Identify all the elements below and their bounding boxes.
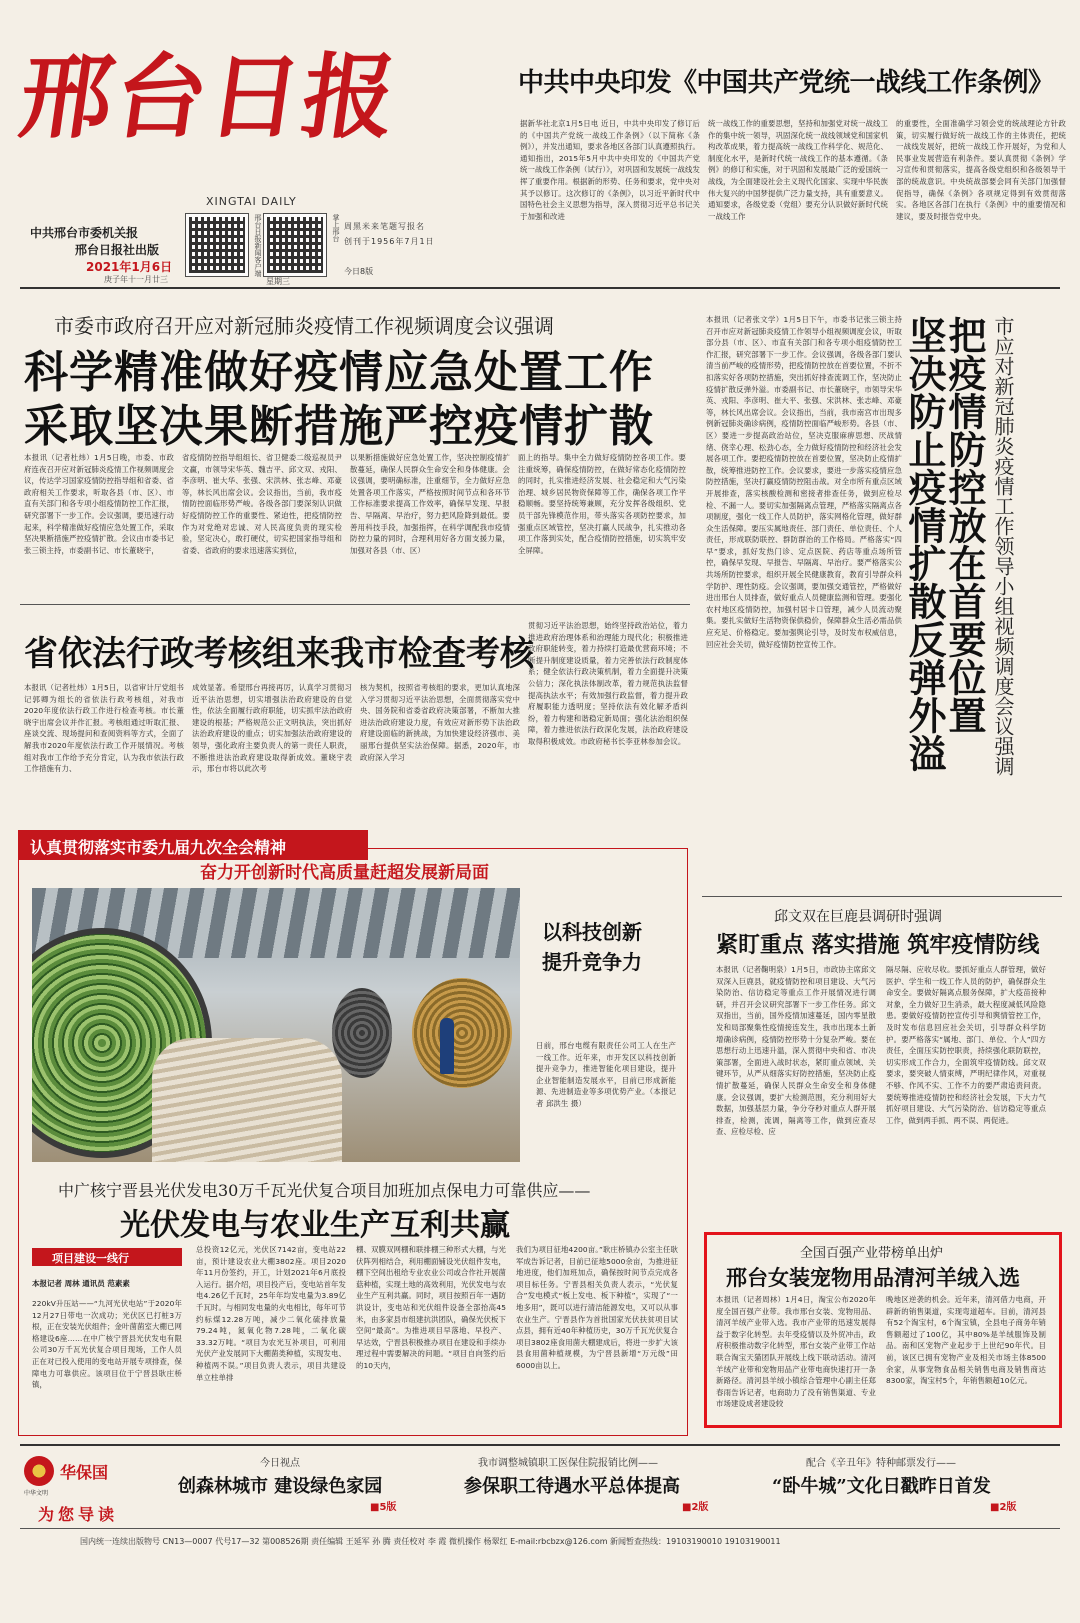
solar-bylines: 本报记者 周林 通讯员 范素素 xyxy=(32,1279,130,1288)
publisher: 中共邢台市委机关报 xyxy=(30,226,139,240)
exam-col-2: 成效显著。希望邢台再接再厉，认真学习贯彻习近平法治思想，切实增强法治政府建设的自觉性，依法全面履行政府职能，切实抓牢法治政府建设的根基；严格规范公正文明执法，突出抓好法治政府建设的重点；切实加强法治政府建设的领导，强化政府主要负责人的第一责任人职责，不断推进法治政府建设取得新成效。董晓宇表示，邢台市将以此次考 xyxy=(192,683,352,774)
cable-spool-4 xyxy=(412,978,512,1088)
footer-col1-label: 今日视点 xyxy=(260,1458,300,1469)
photo-caption: 日前，邢台电缆有限责任公司工人在生产一线工作。近年来，市开发区以科技创新提升竞争力，推进智能化项目建设，提升企业智能制造发展水平，目前已形成新能源、先进制造业等多项优势产业。（本报记者 邱洪生 摄） xyxy=(536,1041,676,1108)
footer-col3-label: 配合《辛丑年》特种邮票发行—— xyxy=(806,1458,956,1469)
footer-col3-page[interactable]: ■2版 xyxy=(990,1502,1017,1513)
qiuwen-headline[interactable]: 紧盯重点 落实措施 筑牢疫情防线 xyxy=(716,932,1040,958)
imprint-line: 国内统一连续出版物号 CN13—0007 代号17—32 第008526期 责任编辑 王延军 孙 腾 责任校对 李 霞 微机操作 杨翠红 E-mail:rbcbzx@126.com 新闻暂查热线：19103190010 19103190011 xyxy=(80,1537,781,1546)
covid-divider xyxy=(20,604,690,605)
exam-col-3: 核为契机，按照省考核组的要求，更加认真地深入学习贯彻习近平法治思想，全面贯彻落实党中央、国务院和省委省政府决策部署，不断加大推进法治政府建设力度，有效应对新形势下法治政府建设面临的新挑战，为加快建设经济强市、美丽邢台提供坚实法治保障。据悉，2020年，市政府深入学习 xyxy=(360,683,520,762)
boxed-kicker: 全国百强产业带榜单出炉 xyxy=(800,1246,944,1261)
tech-title-1[interactable]: 以科技创新 xyxy=(542,920,642,944)
weekday: 星期三 xyxy=(266,277,290,286)
exam-col-4: 贯彻习近平法治思想，始终坚持政治站位，着力推进政府治理体系和治理能力现代化；积极推进政府职能转变，着力持续打造最优营商环境；不断提升制度建设质量，着力完善依法行政制度体系；健全依法行政决策机制，着力全面提升决策公信力；深化执法体制改革，着力规范执法监督提高执法水平；有效加强行政监督，着力提升政府履职能力透明度；坚持依法有效化解矛盾纠纷，着力构建和谐稳定新局面；强化法治组织保障，着力推进依法行政深化发展，法治政府建设取得积极成效。市政府秘书长李亚林参加会议。 xyxy=(528,621,688,746)
page-count: 今日8版 xyxy=(344,267,374,276)
cable-spool-2 xyxy=(152,1038,342,1162)
masthead xyxy=(0,0,1080,286)
masthead-title: 邢台日报 xyxy=(13,43,405,151)
side-kicker: 市应对新冠肺炎疫情工作领导小组视频调度会议强调 xyxy=(991,316,1015,776)
special-subbanner: 奋力开创新时代高质量赶超发展新局面 xyxy=(200,863,489,883)
lunar-date: 庚子年十一月廿三 xyxy=(104,275,168,284)
issue-date: 2021年1月6日 xyxy=(86,260,173,274)
lead-col-2: 统一战线工作的重要思想，坚持和加强党对统一战线工作的集中统一领导，巩固深化统一战线领域党和国家机构改革成果，着力提高统一战线工作科学化、规范化、制度化水平，是新时代统一战线工作的基本遵循。《条例》的修订和实施，对于巩固和发展最广泛的爱国统一战线，为全面建设社会主义现代化国家、实现中华民族伟大复兴的中国梦提供广泛力量支持，具有重要意义。通知要求，各级党委（党组）要充分认识做好新时代统一战线工作 xyxy=(708,119,888,221)
solar-headline[interactable]: 光伏发电与农业生产互利共赢 xyxy=(120,1208,510,1243)
special-banner: 认真贯彻落实市委九届九次全会精神 xyxy=(18,830,368,860)
qiuwen-col-1: 本报讯（记者鞠明泉）1月5日，市政协主席邱文双深入巨鹿县，就疫情防控和项目建设、大气污染防治、信访稳定等重点工作开展情况进行调研，并召开会议研究部署下一步工作任务。邱文双指出，当前，国外疫情加速蔓延，国内零星散发和局部聚集性疫情接连发生，我市出现本土新增确诊病例，疫情防控形势十分复杂严峻。要在思想行动上迅速升温，深入贯彻中央和省、市决策部署，全面进入战时状态，紧盯重点领域、关键环节，从严从细落实好防控措施，坚决防止疫情扩散蔓延，确保人民群众生命安全和身体健康。会议强调，要扩大检测范围，充分利用好大数据，加强基层力量，争分夺秒对重点人群开展排查，检测，流调，隔离等工作，做到应查尽查、应检尽检、应 xyxy=(716,965,876,1137)
covid-headline-2[interactable]: 采取坚决果断措施严控疫情扩散 xyxy=(24,401,654,452)
qiuwen-col-2: 隔尽隔、应收尽收。要抓好重点人群管理，做好医护、学生和一线工作人员的防护，确保群众生命安全。要做好隔离点服务保障，扩大疫苗接种对象，全力做好卫生消杀，最大程度减低风险隐患。要做好疫情防控宣传引导和舆情管控工作，及时发布信息回应社会关切，引导群众科学防护。要严格落实“属地、部门、单位、个人”四方责任，全面压实防控职责，持续强化联防联控，切实形成工作合力，全面筑牢疫情防线。邱文双要求，要突破人情束缚，严明纪律作风，对重视不够、作风不实、工作不力的要严肃追责问责。要统筹推进疫情防控和经济社会发展，下大力气抓好项目建设、大气污染防治、信访稳定等重点工作，做到两手抓、两不误、两促进。 xyxy=(886,965,1046,1125)
solar-col-3: 棚、双膜双网棚和联排棚三种形式大棚，与光伏阵列相结合，利用棚面铺设光伏组件发电，棚下空间出租给专业农业公司或合作社开展菌菇种植，实现土地的高效利用，光伏发电与农业生产互利共赢。同时，项目按照百年一遇防洪设计，变电站和光伏组件设备全部抬高45米，由多家县市组建抗洪团队，确保光伏板下空间“最高”。为推进项目早落地、早投产、早达效，宁晋县积极推办项目在建设和手续办理过程中需要解决的问题。“项目自向签约后的10天内， xyxy=(356,1245,506,1370)
founded-date: 创刊于1956年7月1日 xyxy=(344,237,435,246)
footer-col2-title[interactable]: 参保职工待遇水平总体提高 xyxy=(464,1476,680,1497)
lead-col-3: 的重要性，全面准确学习领会党的统战理论方针政策，切实履行做好统一战线工作的主体责任，把统一战线发展好，把统一战线工作开展好，为党和人民事业发展营造有利条件。要认真贯彻《条例》学习宣传和贯彻落实，提高各级党组织和各级领导干部的统战意识。中央统战部要会同有关部门加强督促指导，确保《条例》各项规定得到有效贯彻落实。各地区各部门在执行《条例》中的重要情况和建议，要及时报告党中央。 xyxy=(896,119,1066,221)
footer-logo xyxy=(24,1454,144,1524)
covid-headline-1[interactable]: 科学精准做好疫情应急处置工作 xyxy=(24,347,654,398)
bottom-divider xyxy=(20,1528,1060,1529)
qr-label-mobile: 掌上邢台 xyxy=(332,214,340,242)
logo-guide: 为您导读 xyxy=(38,1505,119,1524)
masthead-pinyin: XINGTAI DAILY xyxy=(206,195,297,208)
qiuwen-divider xyxy=(702,896,1062,897)
footer-col3-title[interactable]: “卧牛城”文化日戳昨日首发 xyxy=(772,1476,991,1497)
footer-col2-page[interactable]: ■2版 xyxy=(682,1502,709,1513)
qr-label-app: 邢台日报新闻客户端 xyxy=(254,214,262,277)
lead-headline[interactable]: 中共中央印发《中国共产党统一战线工作条例》 xyxy=(518,68,1054,98)
tech-title-2[interactable]: 提升竞争力 xyxy=(542,950,642,974)
covid-col-2: 省疫情防控指导组组长、省卫健委二级巡视员尹文赢，市领导宋华英、魏吉平、邱文双、戎阳、李彦明、崔大华、张强、宋洪林、张志峰、邓豪等，林长风出席会议。会议指出，当前，我市疫情防控面临形势严峻。各级各部门要深刻认识做好疫情防控工作的重要性、紧迫性，把疫情防控作为对党绝对忠诚、对人民高度负责的现实检验，坚定决心，敢打硬仗，切实把国家指导组和省委、省政府的要求迅速落实到位， xyxy=(182,453,342,555)
boxed-headline[interactable]: 邢台女装宠物用品清河羊绒入选 xyxy=(726,1265,1020,1290)
cable-spool-3 xyxy=(332,988,392,1078)
footer-col1-page[interactable]: ■5版 xyxy=(370,1502,397,1513)
project-tag: 项目建设一线行 xyxy=(32,1248,182,1266)
solar-col-2: 总投资12亿元，光伏区7142亩，变电站22亩，预计建设农业大棚3802座。项目2020年11月份签约，开工，计划2021年6月底投入运行。据介绍，项目投产后，变电站首年发电4.26亿千瓦时，25年年均发电量为3.89亿千瓦时。与相同发电量的火电相比，每年可节约标煤12.28万吨，减少二氧化硫排放量79.24吨，氮氧化物7.28吨，二氧化碳33.32万吨。“项目为农光互补项目，可利用光伏产业发展同下大棚菌类种植，实现发电、种植两不误。”项目负责人表示，项目共建设单立柱单排 xyxy=(196,1245,346,1382)
footer-col2-label: 我市调整城镇职工医保住院报销比例—— xyxy=(478,1458,658,1469)
frequency-note: 周黑米来笔题写报名 xyxy=(344,222,425,231)
emblem-icon xyxy=(24,1456,54,1486)
covid-col-4: 面上的指导。集中全力做好疫情防控各项工作。要注重统筹，确保疫情防控，在做好常态化疫情防控的同时，扎实推进经济发展、社会稳定和大气污染治理、城乡居民物资保障等工作，确保各项工作平稳顺畅。要坚持统筹兼顾，充分发挥各级组织、党员干部先锋模范作用，带头落实各项防控要求，加强重点区域管控，坚决打赢人民战争，扎实推动各项工作落到实处，配合疫情防控措施，切实筑牢安全屏障。 xyxy=(518,453,686,555)
worker-figure xyxy=(440,1018,454,1074)
footer-col1-title[interactable]: 创森林城市 建设绿色家园 xyxy=(178,1476,383,1497)
side-headline-1[interactable]: 把疫情防控放在首要位置 xyxy=(942,316,987,734)
footer-divider xyxy=(20,1444,1060,1446)
covid-col-1: 本报讯（记者杜炜）1月5日晚，市委、市政府连夜召开应对新冠肺炎疫情工作视频调度会议，传达学习国家疫情防控指导组和省委、省政府相关工作要求，听取各县（市、区）、市直有关部门和各专项小组疫情防控工作汇报，研究部署下一步工作。会议强调，要迅速行动起来，科学精准做好疫情应急处置工作，采取坚决果断措施严控疫情扩散。会议由市委书记张三锁主持，市委副书记、市长董晓宇， xyxy=(24,453,174,555)
boxed-col-1: 本报讯（记者周林）1月4日，淘宝公布2020年度全国百强产业带。我市邢台女装、宠物用品、清河羊绒产业带入选。我市产业带的迅速发展得益于数字化转型。去年受疫情以及外贸冲击，政府积极推动数字化转型，邢台女装产业带工作站联合淘宝天猫团队开展线上线下联动活动。清河羊绒产业带和宠物用品产业带电商快速打开一条新路径。清河县羊绒小镇综合管理中心副主任郑春雨告诉记者，电商助力了没有销售渠道、专业市场建设成者建设较 xyxy=(716,1295,876,1409)
exam-col-1: 本报讯（记者杜炜）1月5日，以省审计厅党组书记郭卿为组长的省依法行政考核组，对我市2020年度依法行政工作进行检查考核。市长董晓宇出席会议并作汇报。考核组通过听取汇报、座谈交流、现场提问和查阅资料等方式，全面了解我市2020年度依法行政工作开展情况。考核组对我市工作给予充分肯定，认为我市依法行政工作措施有力、 xyxy=(24,683,184,774)
covid-col-3: 以果断措施做好应急处置工作，坚决控制疫情扩散蔓延，确保人民群众生命安全和身体健康。会议强调，要明确标准，注重细节，全力做好应急处置各项工作落实，严格按照时间节点和各环节工作标准要求提高工作效率，确保早发现、早报告、早隔离、早治疗，努力把风险降到最低。要善用科技手段，加强指挥，在科学调配我市疫情防控力量的同时，合理利用好各方面支援力量，加强对各县（市、区） xyxy=(350,453,510,555)
exam-headline[interactable]: 省依法行政考核组来我市检查考核 xyxy=(24,634,534,674)
boxed-col-2: 晚地区逆袭的机会。近年来，清河借力电商，开辟新的销售渠道，实现弯道超车。目前，清河县有52个淘宝村，6个淘宝镇，全县电子商务年销售额超过了100亿，其中80%是羊绒服饰及制品。南和区宠物产业起步于上世纪90年代。目前，该区已拥有宠物产业及相关市场主体8500余家，从事宠物食品相关销售电商及销售商达8300家，淘宝村5个，年销售额超10亿元。 xyxy=(886,1295,1046,1386)
covid-kicker: 市委市政府召开应对新冠肺炎疫情工作视频调度会议强调 xyxy=(54,314,554,338)
solar-col-4: 我们为项目征地4200亩。”耿庄桥镇办公室主任耿军成告诉记者，目前已征地5000余亩，为推进征地进度，他们加班加点，确保按时间节点完成各项目标任务。宁晋县相关负责人表示，“光伏复合”发电模式“板上发电、板下种植”，实现了“一地多用”，既可以进行清洁能源发电，又可以从事农业生产。宁晋县作为首批国家光伏扶贫项目试点县，拥有近40年种植历史，30万千瓦光伏复合项目3802座食用菌大棚建成后，将进一步扩大该县食用菌种植规模，为宁晋县新增“万元级”田6000亩以上。 xyxy=(516,1245,678,1370)
solar-kicker: 中广核宁晋县光伏发电30万千瓦光伏复合项目加班加点保电力可靠供应—— xyxy=(58,1181,591,1200)
factory-photo[interactable] xyxy=(32,888,520,1162)
side-story-text: 本报讯（记者张文学）1月5日下午，市委书记张三锁主持召开市应对新冠肺炎疫情工作领导小组视频调度会议，听取部分县（市、区）、市直有关部门和各专项小组疫情防控工作汇报，研究部署下一步工作。会议强调，各级各部门要认清当前严峻的疫情形势，把疫情防控放在首要位置，不折不扣落实好各项防控措施，突出抓好排查流调工作，坚决防止疫情扩散反弹外溢。市委副书记、市长董晓宇，市领导宋华英、戎阳、李彦明、崔大平、张强、宋洪林、张志峰、邓豪等，林长风出席会议。会议指出，当前，我市南宫市出现多例新冠肺炎确诊病例，疫情防控面临严峻形势。各县（市、区）要进一步提高政治站位，坚决克服麻痹思想、厌战情绪、侥幸心理、松劲心态，全力做好疫情防控和经济社会发展各项工作。要把疫情防控放在首要位置，坚决防止疫情扩散，统筹推进防控工作。会议要求，要进一步落实疫情应急防控措施，坚决打赢疫情防控阻击战。对全市所有重点区域开展排查，落实核酸检测和密接者排查任务，做到应检尽检、不漏一人。要切实加强隔离点管理，严格落实隔离点各项制度，强化一线工作人员防护，落实网格化管理，做好群众生活保障。要压实属地责任、部门责任、单位责任、个人责任，形成联防联控、群防群治的工作格局。严格落实“四早”要求，抓好发热门诊、定点医院、药店等重点场所管控，确保早发现、早报告、早隔离、早治疗。要严格落实公共场所防控要求，组织开展全民健康教育，教育引导群众科学防护、理性防疫。会议强调，要加强交通管控，严格做好进出邢台人员排查，做好重点人员健康监测和管理。要强化农村地区疫情防控，加强村居卡口管理，减少人员流动聚集。要扎实做好生活物资保供稳价，保障群众生活必需品供应充足、价格稳定。要加强舆论引导，及时发布权威信息，回应社会关切，做好疫情防控宣传工作。 xyxy=(706,315,902,649)
qiuwen-kicker: 邱文双在巨鹿县调研时强调 xyxy=(774,909,942,925)
qr-code-app[interactable] xyxy=(186,214,248,276)
side-headline-2[interactable]: 坚决防止疫情扩散反弹外溢 xyxy=(902,316,947,772)
qr-code-mobile[interactable] xyxy=(264,214,326,276)
solar-col-1: 220kV升压站——“九河光伏电站”于2020年12月27日带电一次成功；光伏区已打桩3万根，正在安装光伏组件；金叶菌菌室大棚已网格建设6座……在中广核宁晋县光伏发电有限公司30万千瓦光伏复合项目现场，工作人员正在对已投入使用的变电站开展专项排查，保障电力可靠供应。该项目位于宁晋县耿庄桥镇， xyxy=(32,1299,182,1390)
logo-brand: 华保国 xyxy=(60,1463,109,1482)
publisher-2: 邢台日报社出版 xyxy=(75,243,160,257)
masthead-divider xyxy=(20,287,1060,289)
logo-text: 中华文明 xyxy=(24,1490,49,1497)
lead-col-1: 据新华社北京1月5日电 近日，中共中央印发了修订后的《中国共产党统一战线工作条例》（以下简称《条例》），并发出通知，要求各地区各部门认真遵照执行。通知指出，2015年5月中共中央印发的《中国共产党统一战线工作条例（试行）》，对巩固和发展统一战线发挥了重要作用。根据新的形势、任务和要求，党中央对其予以修订。这次修订的《条例》，以习近平新时代中国特色社会主义思想为指导，深入贯彻习近平总书记关于加强和改进 xyxy=(520,119,700,221)
